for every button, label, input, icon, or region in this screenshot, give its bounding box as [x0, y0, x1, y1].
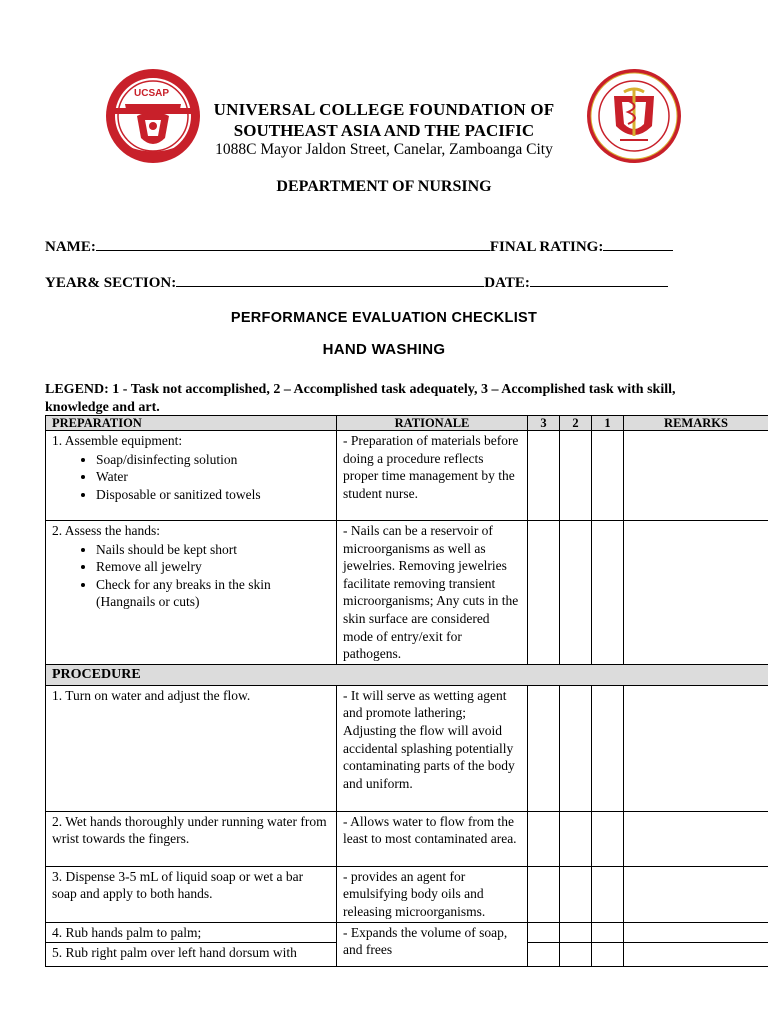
procedure-section-label: PROCEDURE	[46, 664, 768, 685]
step-bullets	[52, 541, 330, 611]
table-row	[46, 521, 768, 665]
remarks-cell[interactable]	[624, 866, 768, 922]
score-1-cell[interactable]	[592, 943, 624, 967]
table-header-row	[46, 416, 768, 431]
rationale-cell: - provides an agent for emulsifying body oils and releasing microorganisms.	[337, 866, 528, 922]
step-cell: 5. Rub right palm over left hand dorsum with	[46, 943, 337, 967]
rationale-cell: - Preparation of materials before doing a procedure reflects proper time management by the student nurse.	[337, 431, 528, 521]
list-item: • Disposable or sanitized towels	[96, 486, 330, 504]
step-text: 2. Assess the hands:	[52, 523, 160, 538]
rationale-cell: - Expands the volume of soap, and frees	[337, 922, 528, 967]
score-1-cell[interactable]	[592, 521, 624, 665]
score-1-cell[interactable]	[592, 431, 624, 521]
remarks-cell[interactable]	[624, 943, 768, 967]
score-1-cell[interactable]	[592, 922, 624, 943]
department-title: DEPARTMENT OF NURSING	[276, 178, 492, 195]
table-row	[46, 685, 768, 811]
score-2-cell[interactable]	[560, 431, 592, 521]
rationale-cell: - It will serve as wetting agent and promote lathering; Adjusting the flow will avoid accidental splashing potentially contaminating parts of the body and uniform.	[337, 685, 528, 811]
score-2-cell[interactable]	[560, 521, 592, 665]
rationale-cell: - Allows water to flow from the least to most contaminated area.	[337, 811, 528, 866]
score-3-cell[interactable]	[528, 685, 560, 811]
year-section-label: YEAR& SECTION:	[45, 275, 177, 291]
school-address: 1088C Mayor Jaldon Street, Canelar, Zamboanga City	[215, 141, 553, 158]
score-2-cell[interactable]	[560, 811, 592, 866]
score-1-cell[interactable]	[592, 866, 624, 922]
step-cell: 4. Rub hands palm to palm;	[46, 922, 337, 943]
school-name-line1: UNIVERSAL COLLEGE FOUNDATION OF	[213, 100, 555, 119]
table-row	[46, 922, 768, 943]
score-2-cell[interactable]	[560, 685, 592, 811]
step-text: 1. Assemble equipment:	[52, 433, 183, 448]
table-row	[46, 866, 768, 922]
rationale-cell: - Nails can be a reservoir of microorganisms as well as jewelries. Removing jewelries facilitate removing transient microorganisms; Any cuts in the skin surface are considered mode of entry/exit for pathogens.	[337, 521, 528, 665]
final-rating-input-line[interactable]	[603, 236, 673, 251]
score-2-header: 2	[560, 416, 592, 431]
score-3-header: 3	[528, 416, 560, 431]
procedure-title: HAND WASHING	[322, 341, 446, 358]
score-3-cell[interactable]	[528, 521, 560, 665]
step-bullets	[52, 451, 330, 504]
step-cell	[46, 521, 337, 665]
checklist-title: PERFORMANCE EVALUATION CHECKLIST	[230, 310, 538, 326]
checklist-table	[45, 415, 768, 967]
name-label: NAME:	[45, 239, 96, 255]
score-1-cell[interactable]	[592, 685, 624, 811]
year-section-row	[45, 272, 668, 292]
remarks-cell[interactable]	[624, 922, 768, 943]
logo-wordmark: UCSAP	[134, 88, 170, 99]
remarks-header: REMARKS	[624, 416, 768, 431]
remarks-cell[interactable]	[624, 685, 768, 811]
preparation-header: PREPARATION	[46, 416, 337, 431]
score-3-cell[interactable]	[528, 943, 560, 967]
year-section-input-line[interactable]	[176, 272, 484, 287]
list-item: • Nails should be kept short	[96, 541, 330, 559]
table-row	[46, 431, 768, 521]
score-2-cell[interactable]	[560, 943, 592, 967]
school-name-line2: SOUTHEAST ASIA AND THE PACIFIC	[233, 121, 535, 140]
rationale-header: RATIONALE	[337, 416, 528, 431]
score-3-cell[interactable]	[528, 431, 560, 521]
score-3-cell[interactable]	[528, 866, 560, 922]
date-input-line[interactable]	[530, 272, 668, 287]
remarks-cell[interactable]	[624, 811, 768, 866]
step-cell: 1. Turn on water and adjust the flow.	[46, 685, 337, 811]
remarks-cell[interactable]	[624, 521, 768, 665]
score-1-header: 1	[592, 416, 624, 431]
list-item: • Check for any breaks in the skin (Hangnails or cuts)	[96, 576, 330, 611]
list-item: • Water	[96, 468, 330, 486]
table-row	[46, 811, 768, 866]
step-cell: 2. Wet hands thoroughly under running water from wrist towards the fingers.	[46, 811, 337, 866]
score-3-cell[interactable]	[528, 811, 560, 866]
score-2-cell[interactable]	[560, 922, 592, 943]
score-3-cell[interactable]	[528, 922, 560, 943]
final-rating-label: FINAL RATING:	[489, 239, 604, 255]
score-2-cell[interactable]	[560, 866, 592, 922]
list-item: • Remove all jewelry	[96, 558, 330, 576]
step-cell	[46, 431, 337, 521]
date-label: DATE:	[484, 275, 530, 291]
list-item: • Soap/disinfecting solution	[96, 451, 330, 469]
name-row	[45, 236, 673, 256]
name-input-line[interactable]	[96, 236, 490, 251]
score-1-cell[interactable]	[592, 811, 624, 866]
remarks-cell[interactable]	[624, 431, 768, 521]
procedure-section-row	[46, 664, 768, 685]
legend: LEGEND: 1 - Task not accomplished, 2 – Accomplished task adequately, 3 – Accomplished task with skill, knowledge and art.	[45, 382, 676, 415]
step-cell: 3. Dispense 3-5 mL of liquid soap or wet a bar soap and apply to both hands.	[46, 866, 337, 922]
